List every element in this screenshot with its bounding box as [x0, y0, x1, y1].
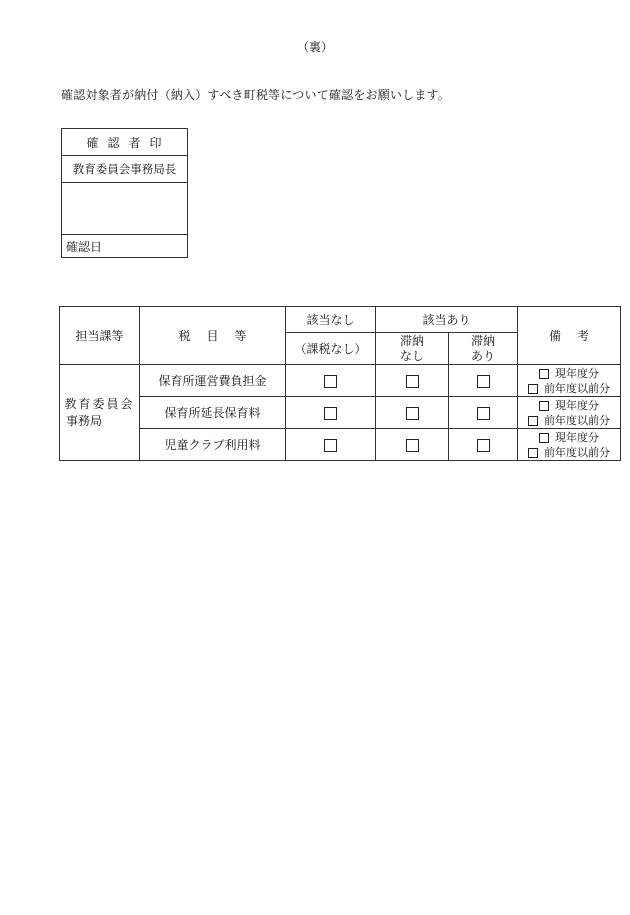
stamp-box-role: 教育委員会事務局長	[62, 156, 187, 183]
has-arrears-checkbox-2[interactable]	[449, 429, 518, 461]
checkbox-icon[interactable]	[539, 433, 549, 443]
tax-item-2: 児童クラブ利用料	[140, 429, 286, 461]
header-not-applicable: 該当なし	[286, 307, 376, 333]
checkbox-icon[interactable]	[477, 439, 490, 452]
notes-cell-1: 現年度分 前年度以前分	[518, 397, 621, 429]
confirmation-request-text: 確認対象者が納付（納入）すべき町税等について確認をお願いします。	[61, 88, 450, 102]
tax-item-1: 保育所延長保育料	[140, 397, 286, 429]
checkbox-icon[interactable]	[324, 375, 337, 388]
has-arrears-checkbox-0[interactable]	[449, 365, 518, 397]
tax-confirmation-table	[59, 306, 621, 461]
confirmer-stamp-box	[61, 128, 188, 258]
checkbox-icon[interactable]	[528, 384, 538, 394]
department-cell: 教育委員会 事務局	[60, 365, 140, 461]
notes-cell-2: 現年度分 前年度以前分	[518, 429, 621, 461]
checkbox-icon[interactable]	[477, 407, 490, 420]
not-applicable-checkbox-0[interactable]	[286, 365, 376, 397]
checkbox-icon[interactable]	[528, 416, 538, 426]
checkbox-icon[interactable]	[324, 439, 337, 452]
header-no-arrears: 滞納 なし	[376, 333, 449, 365]
checkbox-icon[interactable]	[528, 448, 538, 458]
checkbox-icon[interactable]	[324, 407, 337, 420]
tax-item-0: 保育所運営費負担金	[140, 365, 286, 397]
no-arrears-checkbox-0[interactable]	[376, 365, 449, 397]
not-applicable-checkbox-2[interactable]	[286, 429, 376, 461]
notes-cell-0: 現年度分 前年度以前分	[518, 365, 621, 397]
stamp-area[interactable]	[62, 183, 187, 235]
checkbox-icon[interactable]	[406, 375, 419, 388]
header-department: 担当課等	[60, 307, 140, 365]
no-arrears-checkbox-2[interactable]	[376, 429, 449, 461]
header-no-taxation: （課税なし）	[286, 333, 376, 365]
header-has-arrears: 滞納 あり	[449, 333, 518, 365]
no-arrears-checkbox-1[interactable]	[376, 397, 449, 429]
checkbox-icon[interactable]	[539, 369, 549, 379]
checkbox-icon[interactable]	[406, 407, 419, 420]
checkbox-icon[interactable]	[477, 375, 490, 388]
header-tax-item: 税目等	[140, 307, 286, 365]
header-notes: 備考	[518, 307, 621, 365]
page-side-label: （裏）	[296, 40, 333, 54]
checkbox-icon[interactable]	[539, 401, 549, 411]
not-applicable-checkbox-1[interactable]	[286, 397, 376, 429]
has-arrears-checkbox-1[interactable]	[449, 397, 518, 429]
checkbox-icon[interactable]	[406, 439, 419, 452]
stamp-box-header: 確認者印	[62, 129, 187, 156]
header-applicable: 該当あり	[376, 307, 518, 333]
confirmation-date-label[interactable]: 確認日	[66, 239, 103, 254]
